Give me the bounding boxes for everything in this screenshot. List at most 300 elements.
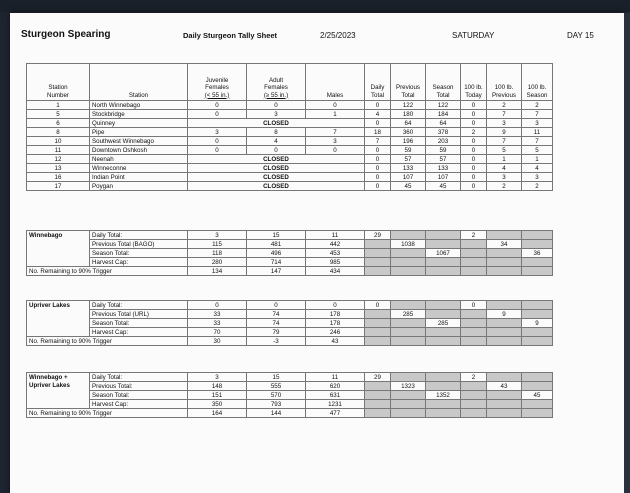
summary-value: 11: [306, 373, 365, 382]
grey-cell: [522, 382, 553, 391]
grey-cell: [365, 249, 391, 258]
daily-total-cell: 18: [365, 128, 391, 137]
summary-value: 11: [306, 231, 365, 240]
summary-value: 620: [306, 382, 365, 391]
summary-100lb-value: 0: [461, 301, 487, 310]
summary-value: 0: [188, 301, 247, 310]
grey-cell: [391, 373, 426, 382]
station-number-cell: 11: [27, 146, 90, 155]
lb100-today-cell: 0: [461, 146, 487, 155]
summary-100lb-value: 2: [461, 231, 487, 240]
station-number-cell: 10: [27, 137, 90, 146]
previous-total-cell: 107: [391, 173, 426, 182]
col-males: Males: [306, 64, 365, 101]
summary-value: 477: [306, 409, 365, 418]
season-total-cell: 64: [426, 119, 461, 128]
station-name-cell: Quinney: [90, 119, 188, 128]
station-name-cell: Winneconne: [90, 164, 188, 173]
grey-cell: [391, 391, 426, 400]
grey-cell: [391, 231, 426, 240]
lb100-today-cell: 0: [461, 101, 487, 110]
closed-cell: CLOSED: [188, 182, 365, 191]
grey-cell: [522, 267, 553, 276]
grey-cell: [522, 310, 553, 319]
lb100-season-cell: 3: [522, 119, 553, 128]
season-total-cell: 378: [426, 128, 461, 137]
region-label-blank: [27, 310, 90, 319]
daily-total-cell: 0: [365, 146, 391, 155]
table-row: [27, 128, 553, 137]
summary-value: 178: [306, 310, 365, 319]
previous-total-cell: 360: [391, 128, 426, 137]
summary-value: 115: [188, 240, 247, 249]
grey-cell: [522, 328, 553, 337]
summary-value: 481: [247, 240, 306, 249]
lb100-previous-cell: 1: [487, 155, 522, 164]
closed-cell: CLOSED: [188, 155, 365, 164]
summary-label: Daily Total:: [90, 231, 188, 240]
region-label-blank: [27, 400, 90, 409]
season-total-cell: 122: [426, 101, 461, 110]
grey-cell: [365, 258, 391, 267]
station-name-cell: Pipe: [90, 128, 188, 137]
station-number-cell: 6: [27, 119, 90, 128]
summary-value: 15: [247, 373, 306, 382]
previous-total-cell: 122: [391, 101, 426, 110]
summary-label: Season Total:: [90, 249, 188, 258]
grey-cell: [487, 249, 522, 258]
grey-cell: [365, 310, 391, 319]
daily-total-cell: 4: [365, 110, 391, 119]
summary-row: [27, 231, 553, 240]
summary-row: [27, 337, 553, 346]
grey-cell: [391, 337, 426, 346]
station-name-cell: North Winnebago: [90, 101, 188, 110]
summary-row: [27, 328, 553, 337]
summary-label: Season Total:: [90, 391, 188, 400]
summary-row: [27, 267, 553, 276]
lb100-today-cell: 0: [461, 164, 487, 173]
summary-value: 15: [247, 231, 306, 240]
grey-cell: [461, 310, 487, 319]
summary-value: 442: [306, 240, 365, 249]
grey-cell: [391, 258, 426, 267]
col-juvenile-females: Juvenile Females (< 55 in.): [188, 64, 247, 101]
season-total-cell: 107: [426, 173, 461, 182]
summary-row: [27, 301, 553, 310]
summary-value: 570: [247, 391, 306, 400]
grey-cell: [391, 319, 426, 328]
lb100-previous-cell: 7: [487, 137, 522, 146]
grey-cell: [487, 258, 522, 267]
lb100-previous-cell: 9: [487, 128, 522, 137]
summary-value: -3: [247, 337, 306, 346]
adult-cell: 4: [247, 137, 306, 146]
summary-value: 246: [306, 328, 365, 337]
daily-total-cell: 0: [365, 155, 391, 164]
previous-total-cell: 180: [391, 110, 426, 119]
lb100-today-cell: 0: [461, 119, 487, 128]
lb100-today-cell: 0: [461, 173, 487, 182]
grey-cell: [487, 337, 522, 346]
closed-cell: CLOSED: [188, 173, 365, 182]
summary-value: 280: [188, 258, 247, 267]
station-number-cell: 16: [27, 173, 90, 182]
adult-cell: 0: [247, 146, 306, 155]
summary-value: 0: [247, 301, 306, 310]
summary-value: 33: [188, 319, 247, 328]
table-row: [27, 173, 553, 182]
summary-row: [27, 240, 553, 249]
lb100-season-cell: 11: [522, 128, 553, 137]
summary-label: Daily Total:: [90, 301, 188, 310]
window-top-bar: [0, 0, 630, 12]
summary-100lb-value: 43: [487, 382, 522, 391]
grey-cell: [522, 337, 553, 346]
summary-label: Previous Total:: [90, 382, 188, 391]
grey-cell: [426, 337, 461, 346]
summary-value: 164: [188, 409, 247, 418]
table-row: [27, 110, 553, 119]
grey-cell: [487, 391, 522, 400]
summary-100lb-value: 9: [522, 319, 553, 328]
grey-cell: [522, 240, 553, 249]
table-row: [27, 101, 553, 110]
grey-cell: [426, 373, 461, 382]
grey-cell: [426, 382, 461, 391]
station-number-cell: 13: [27, 164, 90, 173]
grey-cell: [522, 258, 553, 267]
grey-cell: [365, 400, 391, 409]
grey-cell: [426, 400, 461, 409]
season-total-cell: 59: [426, 146, 461, 155]
remaining-label: No. Remaining to 90% Trigger: [27, 337, 188, 346]
station-name-cell: Poygan: [90, 182, 188, 191]
grey-cell: [487, 319, 522, 328]
lb100-previous-cell: 3: [487, 119, 522, 128]
table-row: [27, 119, 553, 128]
region-label-blank: [27, 328, 90, 337]
grey-cell: [391, 249, 426, 258]
region-label-blank: [27, 240, 90, 249]
grey-cell: [461, 391, 487, 400]
summary-value: 555: [247, 382, 306, 391]
summary-value: 33: [188, 310, 247, 319]
region-label-line1: Winnebago +: [29, 373, 68, 381]
lb100-today-cell: 2: [461, 128, 487, 137]
region-label-line2: Upriver Lakes: [29, 381, 70, 389]
males-cell: 0: [306, 101, 365, 110]
region-label: Winnebago: [27, 231, 90, 240]
summary-100lb-value: 34: [487, 240, 522, 249]
summary-value: 147: [247, 267, 306, 276]
lb100-today-cell: 0: [461, 137, 487, 146]
previous-total-cell: 57: [391, 155, 426, 164]
lb100-season-cell: 3: [522, 173, 553, 182]
page-title: Sturgeon Spearing: [21, 29, 111, 40]
grey-cell: [487, 409, 522, 418]
summary-100lb-value: 9: [487, 310, 522, 319]
males-cell: 7: [306, 128, 365, 137]
summary-total-value: 1038: [391, 240, 426, 249]
summary-row: [27, 310, 553, 319]
summary-row: [27, 400, 553, 409]
grey-cell: [365, 391, 391, 400]
remaining-label: No. Remaining to 90% Trigger: [27, 267, 188, 276]
grey-cell: [522, 373, 553, 382]
summary-value: 70: [188, 328, 247, 337]
previous-total-cell: 59: [391, 146, 426, 155]
lb100-previous-cell: 2: [487, 101, 522, 110]
summary-value: 453: [306, 249, 365, 258]
juvenile-cell: 3: [188, 128, 247, 137]
summary-value: 30: [188, 337, 247, 346]
col-season-total: Season Total: [426, 64, 461, 101]
summary-100lb-value: 45: [522, 391, 553, 400]
lb100-season-cell: 7: [522, 137, 553, 146]
adult-cell: 0: [247, 101, 306, 110]
summary-value: 74: [247, 310, 306, 319]
grey-cell: [461, 382, 487, 391]
grey-cell: [365, 267, 391, 276]
summary-row: [27, 391, 553, 400]
summary-total-value: 285: [426, 319, 461, 328]
lb100-today-cell: 0: [461, 182, 487, 191]
summary-100lb-value: 36: [522, 249, 553, 258]
lb100-season-cell: 2: [522, 101, 553, 110]
lb100-today-cell: 0: [461, 110, 487, 119]
col-daily-total: Daily Total: [365, 64, 391, 101]
season-total-cell: 133: [426, 164, 461, 173]
season-total-cell: 57: [426, 155, 461, 164]
summary-value: 496: [247, 249, 306, 258]
col-100lb-today: 100 lb. Today: [461, 64, 487, 101]
sheet-name: Daily Sturgeon Tally Sheet: [183, 31, 278, 40]
table-row: [27, 137, 553, 146]
summary-label: Previous Total (BAGO): [90, 240, 188, 249]
grey-cell: [426, 231, 461, 240]
region-label-blank: [27, 319, 90, 328]
summary-value: 3: [188, 373, 247, 382]
summary-row: [27, 382, 553, 391]
daily-total-cell: 0: [365, 119, 391, 128]
grey-cell: [522, 400, 553, 409]
summary-value: 714: [247, 258, 306, 267]
grey-cell: [487, 400, 522, 409]
previous-total-cell: 64: [391, 119, 426, 128]
summary-total-value: 29: [365, 231, 391, 240]
grey-cell: [461, 240, 487, 249]
station-number-cell: 1: [27, 101, 90, 110]
lb100-season-cell: 1: [522, 155, 553, 164]
grey-cell: [487, 301, 522, 310]
station-name-cell: Stockbridge: [90, 110, 188, 119]
grey-cell: [522, 409, 553, 418]
lb100-season-cell: 7: [522, 110, 553, 119]
summary-value: 151: [188, 391, 247, 400]
grey-cell: [365, 409, 391, 418]
summary-total-value: 29: [365, 373, 391, 382]
grey-cell: [426, 240, 461, 249]
summary-row: [27, 249, 553, 258]
region-label: [27, 373, 90, 391]
summary-total-value: 1067: [426, 249, 461, 258]
summary-value: 3: [188, 231, 247, 240]
summary-row: [27, 373, 553, 382]
upriver-lakes-summary-table: [26, 300, 553, 346]
adult-cell: 3: [247, 110, 306, 119]
lb100-previous-cell: 2: [487, 182, 522, 191]
table-row: [27, 164, 553, 173]
grey-cell: [522, 231, 553, 240]
station-number-cell: 12: [27, 155, 90, 164]
summary-label: Harvest Cap:: [90, 258, 188, 267]
table-row: [27, 182, 553, 191]
grey-cell: [461, 328, 487, 337]
station-number-cell: 5: [27, 110, 90, 119]
winnebago-summary-table: [26, 230, 553, 276]
grey-cell: [487, 267, 522, 276]
col-adult-females: Adult Females (≥ 55 in.): [247, 64, 306, 101]
column-header-row: [27, 64, 553, 101]
day-number: DAY 15: [567, 31, 594, 40]
summary-total-value: 1352: [426, 391, 461, 400]
grey-cell: [365, 382, 391, 391]
grey-cell: [487, 328, 522, 337]
season-total-cell: 45: [426, 182, 461, 191]
season-total-cell: 184: [426, 110, 461, 119]
males-cell: 3: [306, 137, 365, 146]
lb100-previous-cell: 7: [487, 110, 522, 119]
summary-value: 74: [247, 319, 306, 328]
daily-total-cell: 0: [365, 173, 391, 182]
summary-value: 631: [306, 391, 365, 400]
closed-cell: CLOSED: [188, 119, 365, 128]
grey-cell: [426, 409, 461, 418]
station-name-cell: Downtown Oshkosh: [90, 146, 188, 155]
grey-cell: [391, 301, 426, 310]
daily-total-cell: 0: [365, 182, 391, 191]
grey-cell: [391, 400, 426, 409]
daily-total-cell: 0: [365, 101, 391, 110]
region-label-blank: [27, 391, 90, 400]
grey-cell: [461, 409, 487, 418]
summary-label: Harvest Cap:: [90, 328, 188, 337]
grey-cell: [461, 267, 487, 276]
region-label-blank: [27, 249, 90, 258]
station-table: [26, 63, 553, 191]
previous-total-cell: 196: [391, 137, 426, 146]
daily-total-cell: 0: [365, 164, 391, 173]
day-of-week: SATURDAY: [452, 31, 495, 40]
station-number-cell: 8: [27, 128, 90, 137]
summary-total-value: 0: [365, 301, 391, 310]
summary-value: 79: [247, 328, 306, 337]
table-row: [27, 155, 553, 164]
col-station-number: Station Number: [27, 64, 90, 101]
summary-100lb-value: 2: [461, 373, 487, 382]
lb100-season-cell: 5: [522, 146, 553, 155]
grey-cell: [426, 301, 461, 310]
combined-summary-table: [26, 372, 553, 418]
summary-value: 144: [247, 409, 306, 418]
previous-total-cell: 45: [391, 182, 426, 191]
previous-total-cell: 133: [391, 164, 426, 173]
grey-cell: [365, 240, 391, 249]
station-number-cell: 17: [27, 182, 90, 191]
col-100lb-season: 100 lb. Season: [522, 64, 553, 101]
summary-label: Daily Total:: [90, 373, 188, 382]
lb100-previous-cell: 5: [487, 146, 522, 155]
station-name-cell: Indian Point: [90, 173, 188, 182]
summary-label: Season Total:: [90, 319, 188, 328]
grey-cell: [461, 319, 487, 328]
lb100-season-cell: 2: [522, 182, 553, 191]
summary-value: 434: [306, 267, 365, 276]
lb100-previous-cell: 4: [487, 164, 522, 173]
grey-cell: [426, 258, 461, 267]
juvenile-cell: 0: [188, 110, 247, 119]
col-100lb-previous: 100 lb. Previous: [487, 64, 522, 101]
grey-cell: [487, 373, 522, 382]
grey-cell: [365, 328, 391, 337]
summary-value: 43: [306, 337, 365, 346]
grey-cell: [487, 231, 522, 240]
grey-cell: [522, 301, 553, 310]
summary-label: Previous Total (URL): [90, 310, 188, 319]
adult-cell: 8: [247, 128, 306, 137]
summary-value: 350: [188, 400, 247, 409]
grey-cell: [391, 409, 426, 418]
grey-cell: [391, 328, 426, 337]
region-label-blank: [27, 258, 90, 267]
region-label: Upriver Lakes: [27, 301, 90, 310]
table-row: [27, 146, 553, 155]
grey-cell: [426, 328, 461, 337]
summary-row: [27, 409, 553, 418]
station-name-cell: Neenah: [90, 155, 188, 164]
season-total-cell: 203: [426, 137, 461, 146]
summary-value: 0: [306, 301, 365, 310]
grey-cell: [426, 310, 461, 319]
station-name-cell: Southwest Winnebago: [90, 137, 188, 146]
summary-value: 148: [188, 382, 247, 391]
summary-row: [27, 258, 553, 267]
grey-cell: [461, 249, 487, 258]
juvenile-cell: 0: [188, 137, 247, 146]
scrollbar[interactable]: [624, 13, 630, 493]
summary-total-value: 1323: [391, 382, 426, 391]
lb100-season-cell: 4: [522, 164, 553, 173]
lb100-today-cell: 0: [461, 155, 487, 164]
juvenile-cell: 0: [188, 101, 247, 110]
grey-cell: [461, 400, 487, 409]
grey-cell: [391, 267, 426, 276]
summary-value: 985: [306, 258, 365, 267]
summary-value: 1231: [306, 400, 365, 409]
col-station: Station: [90, 64, 188, 101]
grey-cell: [365, 319, 391, 328]
grey-cell: [461, 337, 487, 346]
juvenile-cell: 0: [188, 146, 247, 155]
summary-value: 178: [306, 319, 365, 328]
daily-total-cell: 7: [365, 137, 391, 146]
summary-row: [27, 319, 553, 328]
summary-total-value: 285: [391, 310, 426, 319]
summary-value: 118: [188, 249, 247, 258]
summary-label: Harvest Cap:: [90, 400, 188, 409]
col-previous-total: Previous Total: [391, 64, 426, 101]
